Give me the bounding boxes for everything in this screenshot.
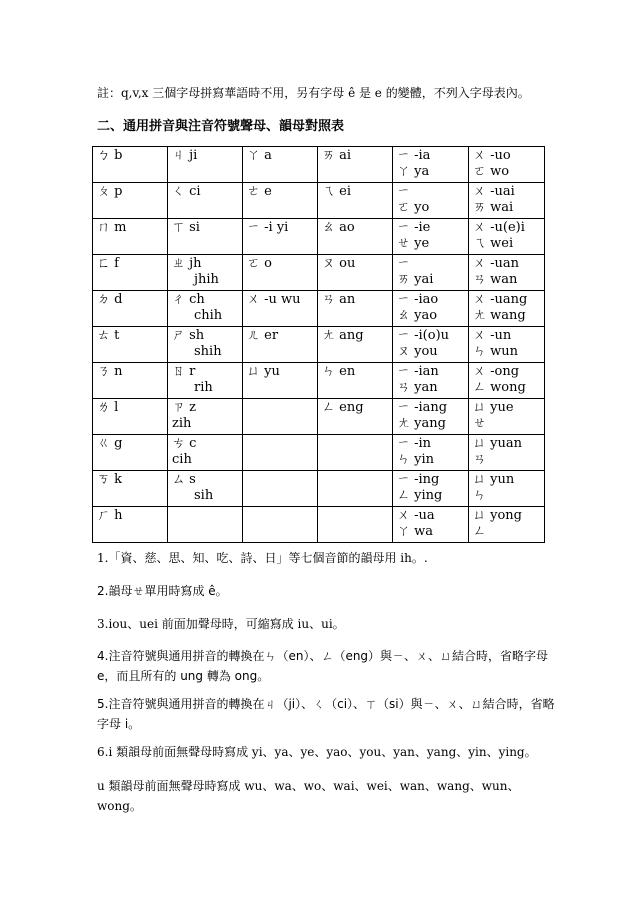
cell-line: ㄆ p — [97, 184, 123, 199]
cell-line: ㄎ k — [97, 472, 123, 487]
cell-line: ㄑ ci — [172, 184, 201, 199]
table-row — [93, 471, 545, 507]
cell-line: ㄣ wun — [473, 344, 519, 359]
table-cell — [168, 147, 243, 183]
cell-line: ㄧ -in — [397, 436, 432, 451]
table-cell — [243, 147, 318, 183]
cell-line: ㄚ wa — [397, 524, 434, 539]
table-cell — [393, 255, 469, 291]
cell-line: shih — [194, 344, 222, 359]
table-cell — [93, 183, 168, 219]
table-cell — [318, 291, 393, 327]
cell-line: ㄟ wei — [473, 236, 514, 251]
table-cell — [243, 435, 318, 471]
cell-line: ㄖ r — [172, 364, 196, 379]
table-cell — [393, 183, 469, 219]
table-cell — [243, 507, 318, 543]
table-cell — [469, 183, 545, 219]
cell-line: ㄗ z — [172, 400, 196, 415]
cell-line: ㄅ b — [97, 148, 123, 163]
note-4: 4.注音符號與通用拼音的轉換在ㄣ（en）、ㄥ（eng）與ㄧ、ㄨ、ㄩ結合時，省略字母 e，而且所有的 ung 轉為 ong。 — [97, 649, 549, 683]
cell-line: ㄧ -iao — [397, 292, 439, 307]
cell-line: ㄝ ye — [397, 236, 430, 251]
cell-line: ㄚ ya — [397, 164, 430, 179]
note-7: u 類韻母前面無聲母時寫成 wu、wa、wo、wai、wei、wan、wang、wun、wong。 — [97, 779, 520, 813]
table-cell — [318, 147, 393, 183]
table-cell — [393, 471, 469, 507]
cell-line: ㄜ e — [247, 184, 272, 199]
note-5: 5.注音符號與通用拼音的轉換在ㄐ（ji）、ㄑ（ci）、ㄒ（si）與ㄧ、ㄨ、ㄩ結合時，省略字母 i。 — [97, 697, 555, 731]
cell-line: ㄦ er — [247, 328, 279, 343]
cell-line: ㄟ ei — [322, 184, 351, 199]
cell-line: ㄤ wang — [473, 308, 526, 323]
cell-line: ㄡ ou — [322, 256, 356, 271]
cell-line: ㄧ — [397, 256, 411, 271]
table-cell — [469, 435, 545, 471]
cell-line: ㄚ a — [247, 148, 272, 163]
cell-line: ㄥ ying — [397, 488, 443, 503]
table-cell — [168, 471, 243, 507]
cell-line: zih — [172, 416, 192, 431]
cell-line: ㄐ ji — [172, 148, 198, 163]
table-cell — [168, 291, 243, 327]
table-cell — [93, 291, 168, 327]
cell-line: ㄩ yun — [473, 472, 515, 487]
cell-line: ㄛ o — [247, 256, 272, 271]
cell-line: ㄇ m — [97, 220, 127, 235]
table-cell — [93, 255, 168, 291]
table-cell — [168, 507, 243, 543]
cell-line: ㄒ si — [172, 220, 200, 235]
cell-line: ㄩ yu — [247, 364, 280, 379]
cell-line: ㄢ an — [322, 292, 356, 307]
cell-line: ㄢ yan — [397, 380, 438, 395]
note-3: 3.iou、uei 前面加聲母時，可縮寫成 iu、ui。 — [97, 617, 345, 631]
note-1: 1.「資、慈、思、知、吃、詩、日」等七個音節的韻母用 ih。. — [97, 551, 428, 565]
cell-line: ㄨ -un — [473, 328, 512, 343]
cell-line: ㄧ — [397, 184, 411, 199]
table-cell — [168, 255, 243, 291]
table-body — [93, 147, 545, 543]
cell-line: ㄧ -ian — [397, 364, 439, 379]
note-6: 6.i 類韻母前面無聲母時寫成 yi、ya、ye、yao、you、yan、yang、yin、ying。 — [97, 745, 537, 759]
cell-line: ㄤ ang — [322, 328, 364, 343]
table-cell — [469, 255, 545, 291]
table-cell — [393, 219, 469, 255]
table-cell — [93, 435, 168, 471]
table-cell — [243, 183, 318, 219]
cell-line: ㄌ l — [97, 400, 119, 415]
cell-line: ㄧ -ie — [397, 220, 431, 235]
table-row — [93, 435, 545, 471]
table-row — [93, 219, 545, 255]
table-cell — [393, 399, 469, 435]
table-cell — [168, 183, 243, 219]
table-cell — [93, 219, 168, 255]
table-cell — [168, 435, 243, 471]
cell-line: ㄨ -u(e)i — [473, 220, 525, 235]
cell-line: ㄥ wong — [473, 380, 526, 395]
cell-line: ㄠ ao — [322, 220, 355, 235]
cell-line: ㄛ yo — [397, 200, 430, 215]
cell-line: ㄡ you — [397, 344, 438, 359]
cell-line: ㄕ sh — [172, 328, 205, 343]
cell-line: ㄨ -uo — [473, 148, 511, 163]
table-cell — [243, 399, 318, 435]
cell-line: ㄏ h — [97, 508, 123, 523]
table-cell — [168, 363, 243, 399]
table-cell — [318, 435, 393, 471]
cell-line: ㄧ -i(o)u — [397, 328, 450, 343]
cell-line: ㄣ en — [322, 364, 356, 379]
table-cell — [469, 399, 545, 435]
cell-line: ㄉ d — [97, 292, 123, 307]
cell-line: ㄈ f — [97, 256, 119, 271]
cell-line: ㄞ yai — [397, 272, 434, 287]
table-cell — [243, 471, 318, 507]
cell-line: ㄠ yao — [397, 308, 438, 323]
cell-line: ㄧ -i yi — [247, 220, 289, 235]
cell-line: ㄣ yin — [397, 452, 435, 467]
table-cell — [93, 471, 168, 507]
table-cell — [318, 363, 393, 399]
table-cell — [469, 327, 545, 363]
cell-line: ㄔ ch — [172, 292, 205, 307]
table-row — [93, 291, 545, 327]
cell-line: ㄞ wai — [473, 200, 514, 215]
table-cell — [168, 327, 243, 363]
cell-line: ㄞ ai — [322, 148, 352, 163]
table-cell — [393, 327, 469, 363]
section-heading: 二、通用拼音與注音符號聲母、韻母對照表 — [97, 119, 345, 134]
table-cell — [168, 399, 243, 435]
table-cell — [393, 363, 469, 399]
table-cell — [318, 507, 393, 543]
cell-line: ㄘ c — [172, 436, 197, 451]
table-cell — [243, 363, 318, 399]
cell-line: ㄢ — [473, 452, 487, 467]
table-cell — [93, 507, 168, 543]
table-cell — [393, 435, 469, 471]
table-cell — [318, 183, 393, 219]
table-cell — [469, 147, 545, 183]
table-cell — [243, 219, 318, 255]
cell-line: ㄧ -ia — [397, 148, 431, 163]
note-2: 2.韻母ㄝ單用時寫成 ê。 — [97, 584, 228, 598]
cell-line: ㄢ wan — [473, 272, 518, 287]
pinyin-zhuyin-table — [92, 146, 545, 543]
table-row — [93, 363, 545, 399]
table-cell — [318, 327, 393, 363]
table-cell — [318, 255, 393, 291]
cell-line: ㄣ — [473, 488, 487, 503]
cell-line: ㄓ jh — [172, 256, 202, 271]
table-cell — [469, 363, 545, 399]
table-cell — [318, 399, 393, 435]
table-cell — [469, 219, 545, 255]
table-cell — [469, 291, 545, 327]
cell-line: ㄤ yang — [397, 416, 446, 431]
cell-line: cih — [172, 452, 192, 467]
cell-line: ㄋ n — [97, 364, 123, 379]
cell-line: ㄨ -uai — [473, 184, 515, 199]
cell-line: ㄨ -uang — [473, 292, 528, 307]
cell-line: ㄨ -ong — [473, 364, 520, 379]
table-row — [93, 255, 545, 291]
cell-line: rih — [194, 380, 213, 395]
table-row — [93, 183, 545, 219]
cell-line: ㄩ yue — [473, 400, 514, 415]
cell-line: chih — [194, 308, 223, 323]
table-cell — [243, 255, 318, 291]
table-cell — [393, 507, 469, 543]
table-row — [93, 399, 545, 435]
cell-line: ㄥ — [473, 524, 487, 539]
table-cell — [93, 399, 168, 435]
cell-line: ㄧ -ing — [397, 472, 440, 487]
table-cell — [243, 291, 318, 327]
cell-line: ㄩ yuan — [473, 436, 522, 451]
table-cell — [93, 147, 168, 183]
cell-line: ㄙ s — [172, 472, 196, 487]
cell-line: ㄥ eng — [322, 400, 364, 415]
cell-line: ㄊ t — [97, 328, 120, 343]
cell-line: ㄍ g — [97, 436, 123, 451]
cell-line: ㄝ — [473, 416, 487, 431]
table-row — [93, 147, 545, 183]
cell-line: ㄩ yong — [473, 508, 522, 523]
table-cell — [318, 471, 393, 507]
table-cell — [93, 327, 168, 363]
table-cell — [393, 147, 469, 183]
table-cell — [93, 363, 168, 399]
table-cell — [393, 291, 469, 327]
cell-line: jhih — [194, 272, 219, 287]
table-row — [93, 327, 545, 363]
table-cell — [243, 327, 318, 363]
table-cell — [318, 219, 393, 255]
cell-line: ㄛ wo — [473, 164, 510, 179]
table-cell — [469, 507, 545, 543]
cell-line: ㄨ -u wu — [247, 292, 301, 307]
cell-line: ㄨ -uan — [473, 256, 520, 271]
table-row — [93, 507, 545, 543]
table-cell — [469, 471, 545, 507]
cell-line: ㄨ -ua — [397, 508, 435, 523]
cell-line: sih — [194, 488, 214, 503]
cell-line: ㄧ -iang — [397, 400, 448, 415]
alphabet-note: 註：q,v,x 三個字母拼寫華語時不用，另有字母 ê 是 e 的變體，不列入字母表內。 — [97, 86, 530, 100]
table-cell — [168, 219, 243, 255]
